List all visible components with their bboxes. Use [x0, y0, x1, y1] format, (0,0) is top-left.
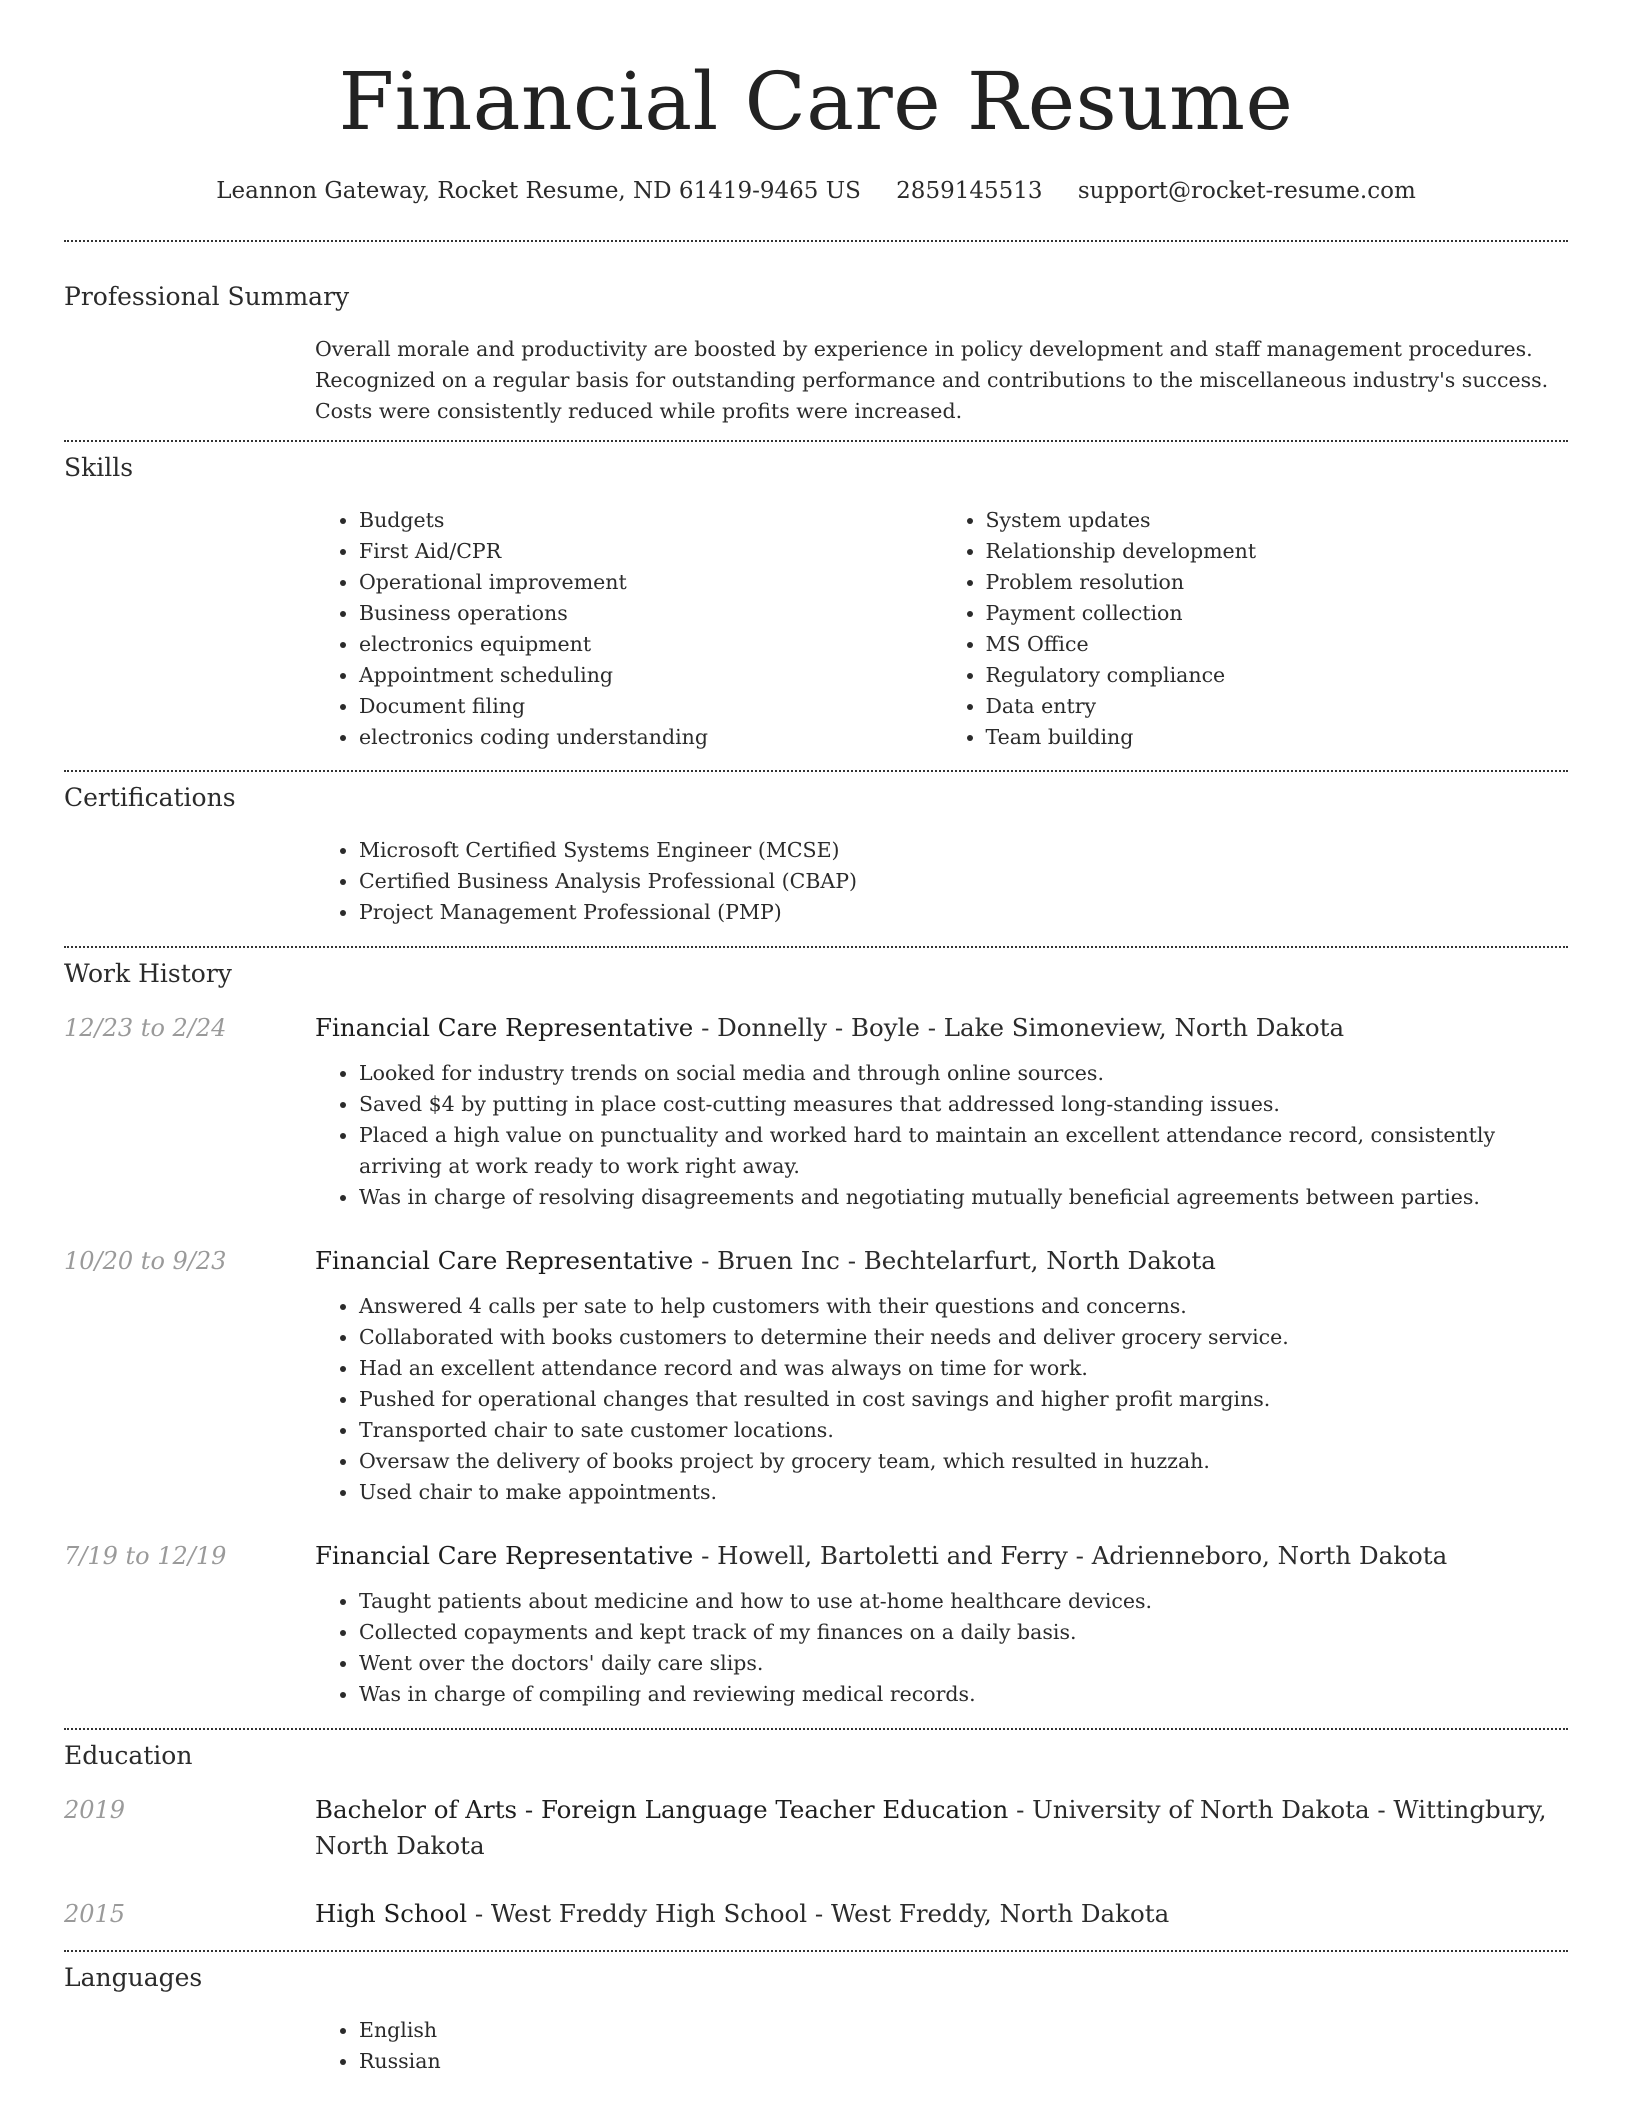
divider [64, 1950, 1568, 1952]
job-bullets [315, 1586, 1568, 1710]
list-item: • Microsoft Certified Systems Engineer (MCSE) [359, 835, 1568, 866]
job-details: - Donnelly - Boyle - Lake Simoneview, North Dakota [693, 1013, 1345, 1042]
list-item: • Used chair to make appointments. [359, 1477, 1568, 1508]
list-item: • electronics equipment [359, 629, 942, 660]
education-degree: Bachelor of Arts - Foreign Language Teacher Education [315, 1795, 1009, 1824]
education-details: - West Freddy High School - West Freddy, North Dakota [467, 1899, 1170, 1928]
education-title [315, 1896, 1169, 1932]
education-year: 2019 [64, 1796, 126, 1824]
list-item: • Business operations [359, 598, 942, 629]
languages-list [315, 2015, 1568, 2077]
list-item: • Payment collection [986, 598, 1569, 629]
education-heading: Education [64, 1741, 193, 1770]
certifications-body [315, 835, 1568, 928]
job-details: - Howell, Bartoletti and Ferry - Adrienneboro, North Dakota [693, 1541, 1448, 1570]
certifications-section [64, 781, 1568, 928]
job-dates: 12/23 to 2/24 [64, 1014, 227, 1042]
list-item: • First Aid/CPR [359, 536, 942, 567]
list-item: • Taught patients about medicine and how to use at-home healthcare devices. [359, 1586, 1568, 1617]
list-item: • Collaborated with books customers to determine their needs and deliver grocery service. [359, 1322, 1568, 1353]
job-dates: 10/20 to 9/23 [64, 1247, 227, 1275]
job-role: Financial Care Representative [315, 1246, 694, 1275]
list-item: • Document filing [359, 691, 942, 722]
list-item: • Oversaw the delivery of books project by grocery team, which resulted in huzzah. [359, 1446, 1568, 1477]
skills-lists [315, 505, 1568, 753]
divider [64, 440, 1568, 442]
summary-heading: Professional Summary [64, 282, 350, 311]
resume-title: Financial Care Resume [338, 55, 1294, 148]
contact-phone: 2859145513 [896, 178, 1043, 204]
job-entry [64, 1010, 1568, 1213]
contact-email: support@rocket-resume.com [1077, 178, 1416, 204]
education-section [64, 1739, 1568, 1932]
list-item: • System updates [986, 505, 1569, 536]
list-item: • Russian [359, 2046, 1568, 2077]
list-item: • Pushed for operational changes that resulted in cost savings and higher profit margins. [359, 1384, 1568, 1415]
list-item: • Project Management Professional (PMP) [359, 897, 1568, 928]
languages-heading: Languages [64, 1963, 203, 1992]
summary-text: Overall morale and productivity are boosted by experience in policy development and staff management procedures. Recognized on a regular basis for outstanding performance and contributions to the miscellaneous industry's success. Costs were consistently reduced while profits were increased. [315, 337, 1549, 423]
certifications-list [315, 835, 1568, 928]
job-entry [64, 1243, 1568, 1508]
education-entry [64, 1792, 1568, 1864]
skills-section [64, 451, 1568, 753]
education-title [315, 1792, 1568, 1864]
list-item: • Transported chair to sate customer locations. [359, 1415, 1568, 1446]
certifications-heading: Certifications [64, 783, 236, 812]
list-item: • Was in charge of compiling and reviewing medical records. [359, 1679, 1568, 1710]
job-title [315, 1243, 1216, 1279]
job-role: Financial Care Representative [315, 1013, 694, 1042]
skills-list-right [942, 505, 1569, 753]
education-degree: High School [315, 1899, 468, 1928]
list-item: • electronics coding understanding [359, 722, 942, 753]
list-item: • Relationship development [986, 536, 1569, 567]
job-dates: 7/19 to 12/19 [64, 1542, 227, 1570]
languages-section [64, 1961, 1568, 2077]
education-details: - University of North Dakota - Wittingbury, North Dakota [315, 1795, 1547, 1860]
list-item: • Saved $4 by putting in place cost-cutting measures that addressed long-standing issues. [359, 1089, 1568, 1120]
education-entry [64, 1896, 1568, 1932]
list-item: • Team building [986, 722, 1569, 753]
list-item: • Data entry [986, 691, 1569, 722]
divider [64, 946, 1568, 948]
job-entry [64, 1538, 1568, 1710]
list-item: • Looked for industry trends on social media and through online sources. [359, 1058, 1568, 1089]
list-item: • Problem resolution [986, 567, 1569, 598]
job-bullets [315, 1058, 1568, 1213]
job-title [315, 1538, 1447, 1574]
list-item: • MS Office [986, 629, 1569, 660]
divider [64, 770, 1568, 772]
list-item: • Placed a high value on punctuality and worked hard to maintain an excellent attendance record, consistently arriving at work ready to work right away. [359, 1120, 1568, 1182]
job-bullets [315, 1291, 1568, 1508]
list-item: • Certified Business Analysis Professional (CBAP) [359, 866, 1568, 897]
work-heading: Work History [64, 959, 232, 988]
job-details: - Bruen Inc - Bechtelarfurt, North Dakota [693, 1246, 1216, 1275]
education-year: 2015 [64, 1900, 126, 1928]
list-item: • English [359, 2015, 1568, 2046]
list-item: • Regulatory compliance [986, 660, 1569, 691]
list-item: • Collected copayments and kept track of my finances on a daily basis. [359, 1617, 1568, 1648]
list-item: • Went over the doctors' daily care slips. [359, 1648, 1568, 1679]
work-section [64, 957, 1568, 1710]
languages-body [315, 2015, 1568, 2077]
list-item: • Operational improvement [359, 567, 942, 598]
list-item: • Was in charge of resolving disagreements and negotiating mutually beneficial agreements between parties. [359, 1182, 1568, 1213]
list-item: • Budgets [359, 505, 942, 536]
contact-line [64, 176, 1568, 206]
contact-address: Leannon Gateway, Rocket Resume, ND 61419-9465 US [216, 178, 861, 204]
divider [64, 1728, 1568, 1730]
summary-section [64, 280, 1568, 427]
skills-heading: Skills [64, 453, 134, 482]
job-title [315, 1010, 1344, 1046]
job-role: Financial Care Representative [315, 1541, 694, 1570]
resume-page [64, 0, 1568, 2077]
list-item: • Had an excellent attendance record and was always on time for work. [359, 1353, 1568, 1384]
divider [64, 240, 1568, 242]
list-item: • Appointment scheduling [359, 660, 942, 691]
list-item: • Answered 4 calls per sate to help customers with their questions and concerns. [359, 1291, 1568, 1322]
skills-list-left [315, 505, 942, 753]
